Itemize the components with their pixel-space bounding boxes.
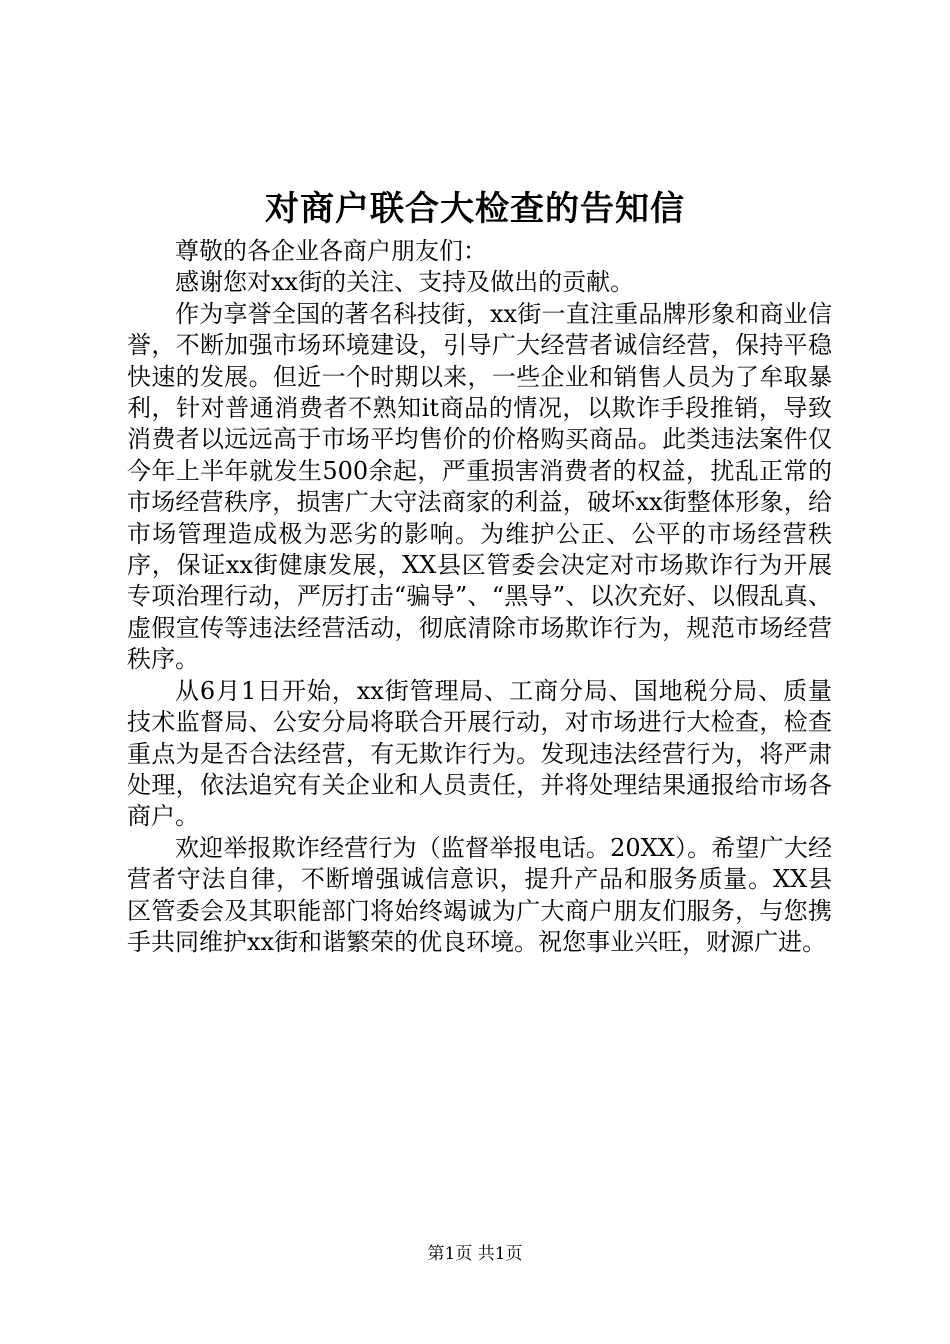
- document-body: [127, 236, 832, 958]
- thanks-paragraph: 感谢您对xx街的关注、支持及做出的贡献。: [175, 268, 635, 297]
- background-paragraph: 作为享誉全国的著名科技街，xx街一直注重品牌形象和商业信誉，不断加强市场环境建设，引导广大经营者诚信经营，保持平稳快速的发展。但近一个时期以来，一些企业和销售人员为了牟取暴利，针对普通消费者不熟知it商品的情况，以欺诈手段推销，导致消费者以远远高于市场平均售价的价格购买商品。此类违法案件仅今年上半年就发生500余起，严重损害消费者的权益，扰乱正常的市场经营秩序，损害广大守法商家的利益，破坏xx街整体形象，给市场管理造成极为恶劣的影响。为维护公正、公平的市场经营秩序，保证xx街健康发展，XX县区管委会决定对市场欺诈行为开展专项治理行动，严厉打击“骗导”、“黑导”、以次充好、以假乱真、虚假宣传等违法经营活动，彻底清除市场欺诈行为，规范市场经营秩序。: [127, 299, 832, 674]
- page-number-footer: 第1页 共1页: [427, 1244, 523, 1264]
- salutation-paragraph: 尊敬的各企业各商户朋友们：: [175, 237, 487, 265]
- closing-paragraph: 欢迎举报欺诈经营行为（监督举报电话。20XX）。希望广大经营者守法自律，不断增强诚信意识，提升产品和服务质量。XX县区管委会及其职能部门将始终竭诚为广大商户朋友们服务，与您携手共同维护xx街和谐繁荣的优良环境。祝您事业兴旺，财源广进。: [127, 833, 832, 956]
- inspection-paragraph: 从6月1日开始，xx街管理局、工商分局、国地税分局、质量技术监督局、公安分局将联合开展行动，对市场进行大检查，检查重点为是否合法经营，有无欺诈行为。发现违法经营行为，将严肃处理，依法追究有关企业和人员责任，并将处理结果通报给市场各商户。: [127, 676, 832, 831]
- document-title: 对商户联合大检查的告知信: [265, 189, 685, 229]
